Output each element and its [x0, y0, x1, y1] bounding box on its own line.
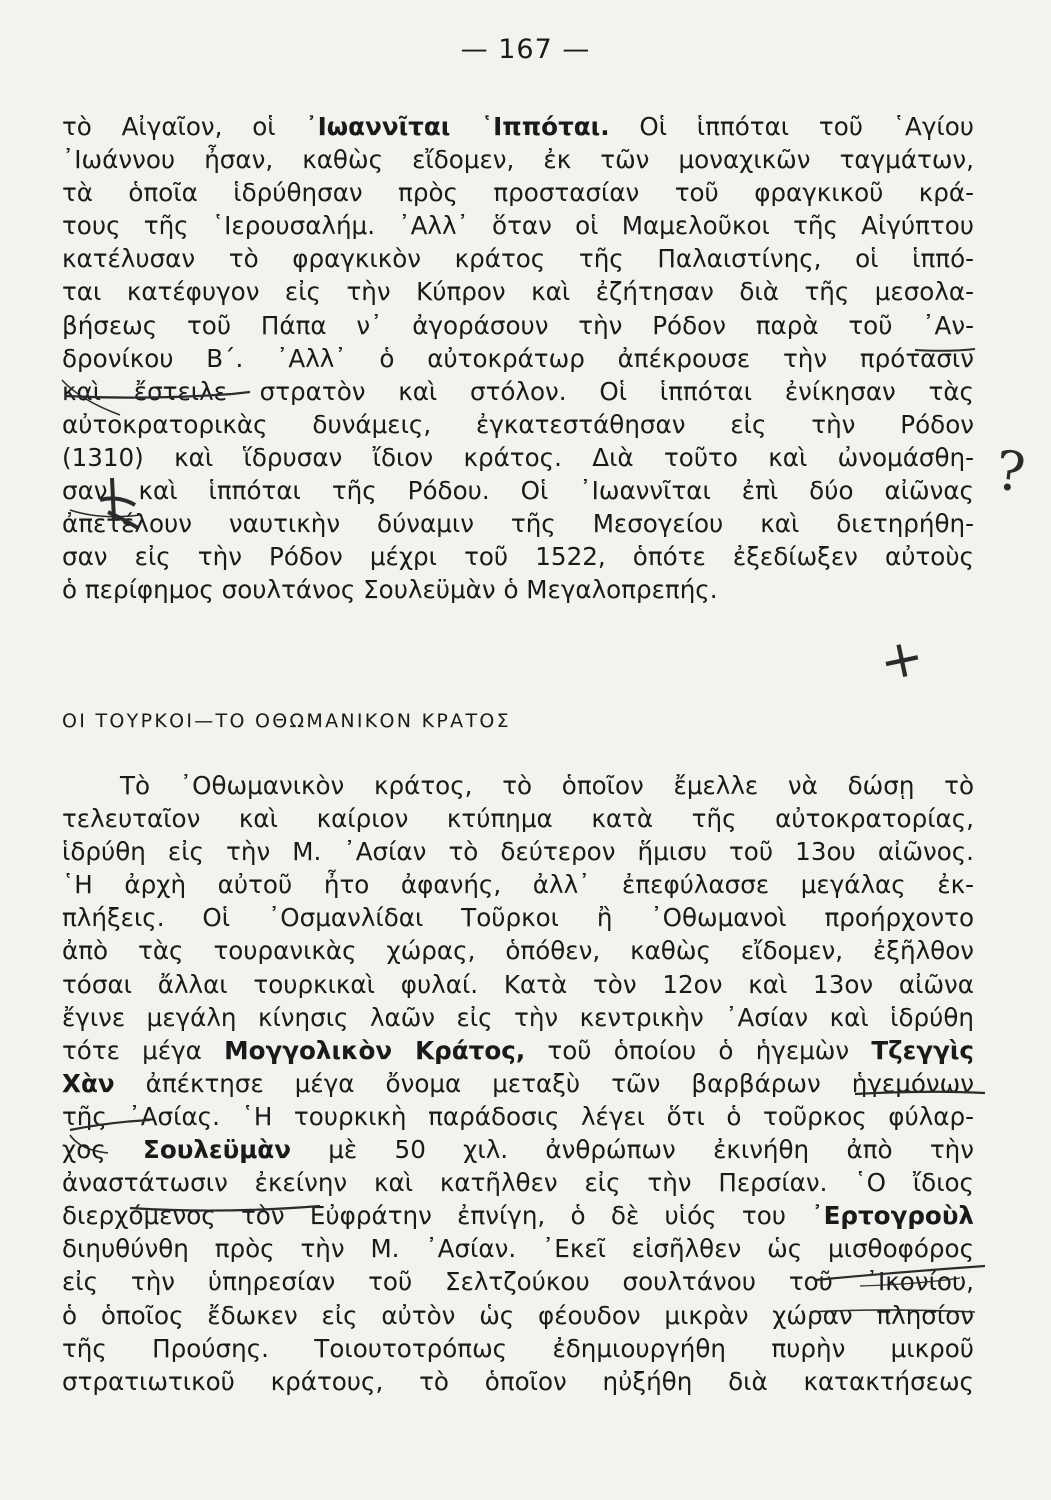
- text-line: τους τῆς ῾Ιερουσαλήμ. ᾿Αλλ᾿ ὅταν οἱ Μαμελοῦκοι τῆς Αἰγύπτου: [62, 211, 974, 241]
- text-line: Τὸ ᾿Οθωμανικὸν κράτος, τὸ ὁποῖον ἔμελλε νὰ δώσῃ τὸ: [120, 771, 974, 800]
- text-line: ἔγινε μεγάλη κίνησις λαῶν εἰς τὴν κεντρικὴν ᾿Ασίαν καὶ ἱδρύθη: [62, 1002, 974, 1032]
- text-line: τόσαι ἄλλαι τουρκικαὶ φυλαί. Κατὰ τὸν 12ον καὶ 13ον αἰῶνα: [62, 969, 974, 999]
- text-line: τῆς ᾿Ασίας. ῾Η τουρκικὴ παράδοσις λέγει ὅτι ὁ τοῦρκος φύλαρ-: [62, 1101, 974, 1131]
- text-run: χος: [62, 1135, 144, 1165]
- text-line: αὐτοκρατορικὰς δυνάμεις, ἐγκατεστάθησαν εἰς τὴν Ρόδον: [62, 409, 974, 439]
- margin-cross-mark: +: [874, 626, 930, 694]
- text-line: σαν εἰς τὴν Ρόδον μέχρι τοῦ 1522, ὁπότε ἐξεδίωξεν αὐτοὺς: [62, 542, 974, 572]
- text-line: δρονίκου Β΄. ᾿Αλλ᾿ ὁ αὐτοκράτωρ ἀπέκρουσε τὴν πρότασιν: [62, 343, 974, 373]
- text-line: ται κατέφυγον εἰς τὴν Κύπρον καὶ ἐζήτησαν διὰ τῆς μεσολα-: [62, 277, 974, 307]
- margin-question-mark: ?: [992, 438, 1029, 505]
- text-run: τοῦ ὁποίου ὁ ἡγεμὼν: [525, 1035, 872, 1065]
- text-line: τὰ ὁποῖα ἱδρύθησαν πρὸς προστασίαν τοῦ φραγκικοῦ κρά-: [62, 178, 974, 208]
- text-line: ἀναστάτωσιν ἐκείνην καὶ κατῆλθεν εἰς τὴν Περσίαν. ῾Ο ἴδιος: [62, 1168, 974, 1198]
- text-line: εἰς τὴν ὑπηρεσίαν τοῦ Σελτζούκου σουλτάνου τοῦ ᾿Ικονίου,: [62, 1267, 974, 1297]
- text-line: καὶ ἔστειλε στρατὸν καὶ στόλον. Οἱ ἱππόται ἐνίκησαν τὰς: [62, 376, 974, 406]
- text-line: ἀπὸ τὰς τουρανικὰς χώρας, ὁπόθεν, καθὼς εἴδομεν, ἐξῆλθον: [62, 936, 974, 966]
- text-run: διερχόμενος τὸν Εὐφράτην ἐπνίγη, ὁ δὲ υἱός του: [62, 1201, 812, 1231]
- bold-term: Σουλεϋμὰν: [143, 1135, 291, 1165]
- bold-term: Χὰν: [62, 1068, 115, 1098]
- text-run: μὲ 50 χιλ. ἀνθρώπων ἐκινήθη ἀπὸ τὴν: [290, 1135, 975, 1165]
- text-line: ἱδρύθη εἰς τὴν Μ. ᾿Ασίαν τὸ δεύτερον ἥμισυ τοῦ 13ου αἰῶνος.: [62, 837, 974, 867]
- bold-term: ᾿Ερτογροὺλ: [811, 1201, 974, 1231]
- text-line: κατέλυσαν τὸ φραγκικὸν κράτος τῆς Παλαιστίνης, οἱ ἱππό-: [62, 244, 974, 274]
- text-line: ἀπετέλουν ναυτικὴν δύναμιν τῆς Μεσογείου καὶ διετηρήθη-: [62, 509, 974, 539]
- text-line: στρατιωτικοῦ κράτους, τὸ ὁποῖον ηὐξήθη διὰ κατακτήσεως: [62, 1366, 974, 1396]
- page-number: — 167 —: [460, 34, 591, 65]
- text-line: ῾Η ἀρχὴ αὐτοῦ ἦτο ἀφανής, ἀλλ᾿ ἐπεφύλασσε μεγάλας ἐκ-: [62, 870, 974, 900]
- bold-term: ᾿Ιωαννῖται ῾Ιππόται.: [305, 112, 610, 141]
- text-run: τὸ Αἰγαῖον, οἱ: [62, 112, 306, 141]
- text-line: τελευταῖον καὶ καίριον κτύπημα κατὰ τῆς αὐτοκρατορίας,: [62, 804, 974, 834]
- text-line: ὁ περίφημος σουλτάνος Σουλεϋμὰν ὁ Μεγαλοπρεπής.: [62, 575, 718, 605]
- text-line: ὁ ὁποῖος ἔδωκεν εἰς αὐτὸν ὡς φέουδον μικρὰν χώραν πλησίον: [62, 1300, 974, 1330]
- text-line: σαν καὶ ἱππόται τῆς Ρόδου. Οἱ ᾿Ιωαννῖται ἐπὶ δύο αἰῶνας: [62, 476, 974, 506]
- bold-term: Μογγολικὸν Κράτος,: [224, 1035, 526, 1065]
- text-line: πλήξεις. Οἱ ᾿Οσμανλίδαι Τοῦρκοι ἢ ᾿Οθωμανοὶ προήρχοντο: [62, 903, 974, 933]
- text-line: τῆς Προύσης. Τοιουτοτρόπως ἐδημιουργήθη πυρὴν μικροῦ: [62, 1333, 974, 1363]
- text-run: τότε μέγα: [62, 1035, 225, 1065]
- text-line: ᾿Ιωάννου ἦσαν, καθὼς εἴδομεν, ἐκ τῶν μοναχικῶν ταγμάτων,: [62, 145, 974, 175]
- text-run: Οἱ ἱππόται τοῦ ῾Αγίου: [609, 112, 975, 141]
- text-run: ἀπέκτησε μέγα ὄνομα μεταξὺ τῶν βαρβάρων ἡγεμόνων: [114, 1068, 974, 1098]
- text-line: διηυθύνθη πρὸς τὴν Μ. ᾿Ασίαν. ᾿Εκεῖ εἰσῆλθεν ὡς μισθοφόρος: [62, 1234, 974, 1264]
- bold-term: Τζεγγὶς: [871, 1035, 975, 1065]
- text-line: (1310) καὶ ἵδρυσαν ἴδιον κράτος. Διὰ τοῦτο καὶ ὠνομάσθη-: [62, 442, 974, 472]
- section-heading: ΟΙ ΤΟΥΡΚΟΙ—ΤΟ ΟΘΩΜΑΝΙΚΟΝ ΚΡΑΤΟΣ: [62, 710, 511, 732]
- text-line: βήσεως τοῦ Πάπα ν᾿ ἀγοράσουν τὴν Ρόδον παρὰ τοῦ ᾿Αν-: [62, 310, 974, 340]
